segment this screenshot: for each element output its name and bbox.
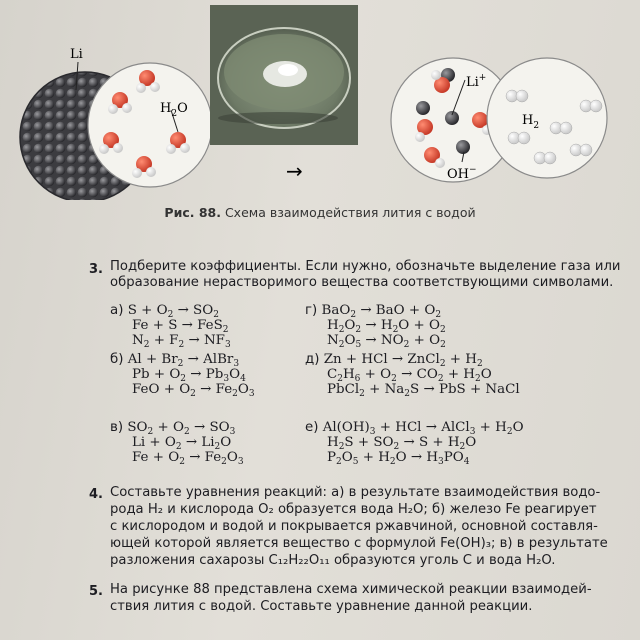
label-hydroxide: OH−	[447, 165, 477, 182]
task-4-text: Составьте уравнения реакций: а) в результате взаимодействия водо- рода H₂ и кислорода O₂ образуется вода H₂O; б) железо Fe реагирует с кислородом и водой и покрывается ржавчиной, основной составля- ющей которой является вещество с формулой Fe(OH)₃; в) в результате разложения сахарозы C₁₂H₂₂O₁₁ образуются уголь C и вода H₂O.	[110, 485, 608, 568]
figure-caption: Рис. 88. Схема взаимодействия лития с водой	[164, 205, 476, 220]
li-ion	[445, 111, 459, 125]
task-3-number: 3.	[89, 262, 103, 277]
equation-group-b: б) $Al + Br_2$ → AlBr$_3$ $Pb + O_2 \to Pb_3O_4$ FeO + $O_2 \to Fe_2O_3$	[110, 352, 255, 399]
figure-88	[0, 0, 640, 200]
equation-group-e: е) $Al(OH)_3$ + HCl → AlCl$_3$ + $H_2O$ $H_2S + SO_2 \to S + H_2O$ $P_2O_5 + H_2O \to H_3PO_4$	[305, 420, 524, 467]
task-5-number: 5.	[89, 584, 103, 599]
equation-group-g: г) BaO$_2$ → BaO + $O_2$ $H_2O_2 \to H_2O + O_2$ $N_2O_5 \to NO_2 + O_2$	[305, 303, 446, 350]
li-ion	[456, 140, 470, 154]
equation-group-a: а) $S + O_2 \to SO_2$ Fe + S → FeS$_2$ $N_2 + F_2 \to NF_3$	[110, 303, 231, 350]
li-ion	[416, 101, 430, 115]
task-3-text: Подберите коэффициенты. Если нужно, обозначьте выделение газа или образование нерастворимого вещества соответствующими символами.	[110, 259, 621, 290]
photo-lithium-in-water	[210, 5, 358, 145]
task-5-text: На рисунке 88 представлена схема химической реакции взаимодей- ствия лития с водой. Составьте уравнение данной реакции.	[110, 582, 592, 614]
label-h2o: $H_2O$	[160, 101, 188, 119]
label-li-ion: Li+	[466, 73, 487, 90]
equation-group-v: в) $SO_2 + O_2 \to SO_3$ $Li + O_2 \to Li_2O$ $Fe + O_2 \to Fe_2O_3$	[110, 420, 244, 467]
label-li: Li	[70, 47, 83, 62]
water-molecules-circle	[88, 63, 212, 187]
reaction-arrow: →	[286, 159, 303, 183]
label-h2: $H_2$	[522, 113, 540, 131]
equation-group-d: д) Zn + HCl → ZnCl$_2$ + $H_2$ $C_2H_6 + O_2 \to CO_2 + H_2O$ PbCl$_2$ + $Na_2S$ → PbS + NaCl	[305, 352, 520, 399]
hydrogen-gas-circle	[487, 58, 607, 178]
task-4-number: 4.	[89, 487, 103, 502]
